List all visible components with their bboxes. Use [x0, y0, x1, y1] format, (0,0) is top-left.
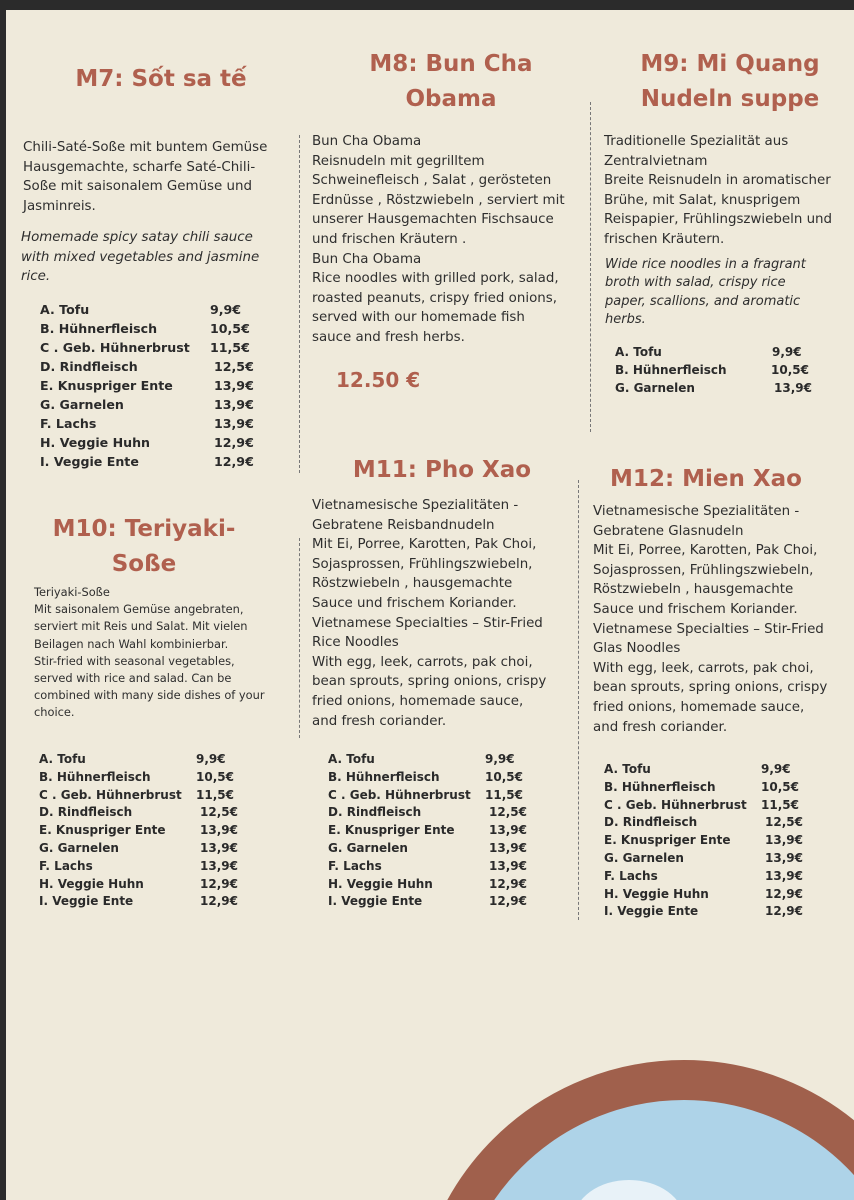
m8-description: Bun Cha Obama Reisnudeln mit gegrilltem Schweinefleisch , Salat , gerösteten Erdnüsse , Röstzwiebeln , serviert mit unserer Hausgemachten Fischsauce und frischen Kräutern . Bun Cha Obama Rice noodles with grilled pork, salad, roasted peanuts, crispy fried onions, served with our homemade fish sauce and fresh herbs.	[312, 134, 565, 345]
m10-description: Teriyaki-Soße Mit saisonalem Gemüse angebraten, serviert mit Reis und Salat. Mit vielen Beilagen nach Wahl kombinierbar. Stir-fried with seasonal vegetables, served with rice and salad. Can be combined with many side dishes of your choice.	[34, 585, 265, 720]
decorative-sky-arc	[414, 1060, 854, 1200]
list-item: A. Tofu 9,9€	[604, 762, 791, 776]
list-item: C . Geb. Hühnerbrust 11,5€	[39, 787, 234, 802]
list-item: E. Knuspriger Ente 13,9€	[604, 833, 803, 848]
m9-description-en: Wide rice noodles in a fragrant broth with salad, crispy rice paper, scallions, and aromatic herbs.	[605, 257, 806, 328]
divider	[578, 480, 579, 920]
divider	[590, 102, 591, 432]
list-item: G. Garnelen 13,9€	[39, 840, 238, 855]
m9-title: M9: Mi Quang Nudeln suppe	[640, 51, 820, 112]
m10-title: M10: Teriyaki- Soße	[52, 516, 236, 577]
list-item: F. Lachs 13,9€	[604, 868, 803, 883]
m12-title: M12: Mien Xao	[610, 466, 802, 492]
list-item: A. Tofu 9,9€	[615, 345, 802, 359]
list-item: H. Veggie Huhn 12,9€	[604, 886, 803, 901]
list-item: H. Veggie Huhn 12,9€	[328, 876, 527, 891]
list-item: H. Veggie Huhn 12,9€	[40, 435, 254, 450]
list-item: I. Veggie Ente 12,9€	[40, 454, 254, 469]
list-item: B. Hühnerfleisch 10,5€	[604, 779, 799, 794]
list-item: G. Garnelen 13,9€	[604, 850, 803, 865]
list-item: H. Veggie Huhn 12,9€	[39, 876, 238, 891]
list-item: E. Knuspriger Ente 13,9€	[39, 823, 238, 838]
divider	[299, 538, 300, 738]
m9-description: Traditionelle Spezialität aus Zentralvietnam Breite Reisnudeln in aromatischer Brühe, mit Salat, knusprigem Reispapier, Frühlingszwiebeln und frischen Kräutern.	[604, 134, 833, 247]
list-item: G. Garnelen 13,9€	[40, 397, 254, 412]
list-item: D. Rindfleisch 12,5€	[40, 359, 254, 374]
list-item: G. Garnelen 13,9€	[615, 381, 812, 395]
m11-description: Vietnamesische Spezialitäten - Gebratene Reisbandnudeln Mit Ei, Porree, Karotten, Pak Choi, Sojasprossen, Frühlingszwiebeln, Röstzwiebeln , hausgemachte Sauce und frischem Koriander. Vietnamese Specialties – Stir-Fried Rice Noodles With egg, leek, carrots, pak choi, bean sprouts, spring onions, crispy fried onions, homemade sauce, and fresh coriander.	[312, 498, 547, 729]
cloud-icon	[574, 1180, 684, 1200]
m12-price-list	[604, 761, 824, 921]
m7-description: Chili-Saté-Soße mit buntem Gemüse Hausgemachte, scharfe Saté-Chili- Soße mit saisonalem Gemüse und Jasminreis.	[23, 140, 268, 214]
list-item: I. Veggie Ente 12,9€	[604, 904, 803, 919]
m7-price-list	[40, 300, 260, 471]
m7-description-en: Homemade spicy satay chili sauce with mixed vegetables and jasmine rice.	[21, 230, 260, 285]
list-item: I. Veggie Ente 12,9€	[328, 894, 527, 909]
list-item: F. Lachs 13,9€	[40, 416, 254, 431]
list-item: D. Rindfleisch 12,5€	[604, 815, 803, 830]
list-item: B. Hühnerfleisch 10,5€	[39, 769, 234, 784]
list-item: C . Geb. Hühnerbrust 11,5€	[40, 340, 250, 355]
menu-page	[6, 10, 854, 1200]
list-item: I. Veggie Ente 12,9€	[39, 894, 238, 909]
list-item: A. Tofu 9,9€	[39, 752, 226, 766]
list-item: E. Knuspriger Ente 13,9€	[328, 823, 527, 838]
list-item: B. Hühnerfleisch 10,5€	[40, 321, 250, 336]
list-item: B. Hühnerfleisch 10,5€	[328, 769, 523, 784]
m11-price-list	[328, 751, 548, 911]
list-item: B. Hühnerfleisch 10,5€	[615, 363, 809, 377]
m9-price-list	[615, 343, 835, 397]
list-item: F. Lachs 13,9€	[39, 858, 238, 873]
list-item: C . Geb. Hühnerbrust 11,5€	[604, 797, 799, 812]
m7-title: M7: Sốt sa tế	[75, 66, 247, 92]
list-item: F. Lachs 13,9€	[328, 858, 527, 873]
divider	[299, 135, 300, 473]
list-item: A. Tofu 9,9€	[328, 752, 515, 766]
list-item: D. Rindfleisch 12,5€	[39, 805, 238, 820]
m10-price-list	[39, 751, 259, 911]
list-item: A. Tofu 9,9€	[40, 302, 242, 317]
m8-title: M8: Bun Cha Obama	[369, 51, 533, 112]
m12-description: Vietnamesische Spezialitäten - Gebratene Glasnudeln Mit Ei, Porree, Karotten, Pak Choi, Sojasprossen, Frühlingszwiebeln, Röstzwiebeln , hausgemachte Sauce und frischem Koriander. Vietnamese Specialties – Stir-Fried Glas Noodles With egg, leek, carrots, pak choi, bean sprouts, spring onions, crispy fried onions, homemade sauce, and fresh coriander.	[593, 504, 828, 735]
list-item: G. Garnelen 13,9€	[328, 840, 527, 855]
list-item: E. Knuspriger Ente 13,9€	[40, 378, 254, 393]
list-item: D. Rindfleisch 12,5€	[328, 805, 527, 820]
m11-title: M11: Pho Xao	[352, 457, 532, 483]
list-item: C . Geb. Hühnerbrust 11,5€	[328, 787, 523, 802]
m8-price: 12.50 €	[336, 368, 421, 392]
